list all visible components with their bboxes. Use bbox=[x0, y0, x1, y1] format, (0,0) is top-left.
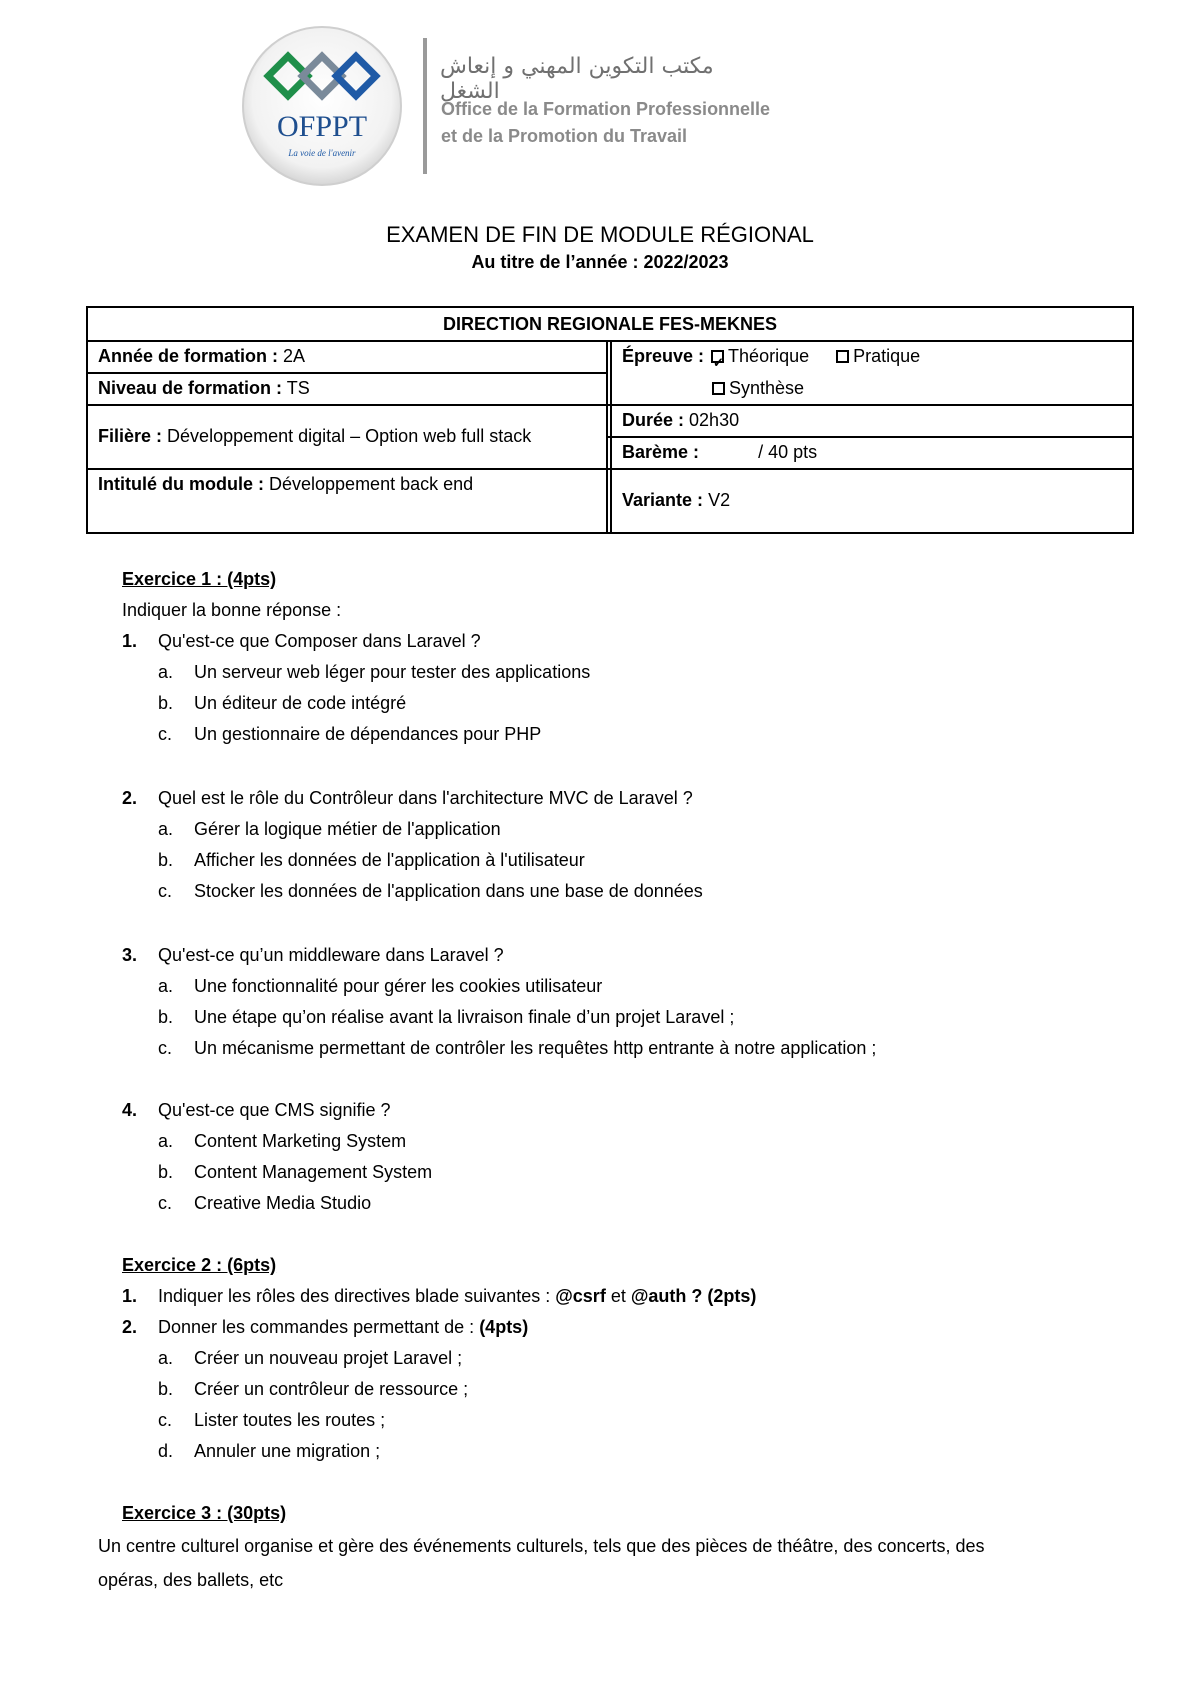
command-item bbox=[158, 1343, 462, 1374]
command-item bbox=[158, 1436, 380, 1467]
question-number: 4. bbox=[122, 1100, 138, 1120]
question bbox=[122, 940, 504, 971]
checkbox-checked-icon bbox=[711, 350, 724, 363]
variante-row bbox=[612, 468, 1132, 532]
checkbox-icon bbox=[836, 350, 849, 363]
option-letter: c. bbox=[158, 881, 173, 901]
question-text: Qu'est-ce que CMS signifie ? bbox=[158, 1100, 391, 1120]
exercise2-title bbox=[122, 1250, 276, 1281]
filiere-value: Développement digital – Option web full stack bbox=[167, 426, 532, 446]
exercise1-instruction: Indiquer la bonne réponse : bbox=[122, 600, 342, 620]
answer-option bbox=[158, 1033, 876, 1064]
epreuve-option-synthese[interactable] bbox=[712, 378, 804, 398]
command-item bbox=[158, 1405, 385, 1436]
answer-option bbox=[158, 719, 541, 750]
answer-option bbox=[158, 688, 406, 719]
ofppt-logo bbox=[240, 24, 405, 189]
option-letter: a. bbox=[158, 662, 174, 682]
question-text: Indiquer les rôles des directives blade suivantes : bbox=[158, 1286, 551, 1306]
exam-year: Au titre de l’année : 2022/2023 bbox=[471, 252, 729, 272]
exam-title: EXAMEN DE FIN DE MODULE RÉGIONAL bbox=[386, 222, 814, 247]
answer-option bbox=[158, 1157, 432, 1188]
answer-option bbox=[158, 657, 590, 688]
answer-option bbox=[158, 845, 585, 876]
question-number: 1. bbox=[122, 631, 138, 651]
epreuve-row bbox=[612, 340, 1132, 372]
option-text: Un mécanisme permettant de contrôler les requêtes http entrante à notre application ; bbox=[194, 1038, 877, 1058]
epreuve-option-label: Synthèse bbox=[729, 378, 805, 398]
filiere-row bbox=[88, 404, 606, 468]
option-text: Creative Media Studio bbox=[194, 1193, 372, 1213]
option-text: Un éditeur de code intégré bbox=[194, 693, 407, 713]
exercise2-question bbox=[122, 1281, 756, 1312]
question-number: 1. bbox=[122, 1286, 138, 1306]
question bbox=[122, 1095, 391, 1126]
question-keyword: @csrf bbox=[555, 1286, 606, 1306]
question-points: (4pts) bbox=[479, 1317, 529, 1337]
filiere-label: Filière : bbox=[98, 426, 163, 446]
epreuve-option-label: Pratique bbox=[853, 346, 921, 366]
paragraph-line: opéras, des ballets, etc bbox=[98, 1570, 284, 1590]
question bbox=[122, 626, 481, 657]
org-name-arabic: مكتب التكوين المهني و إنعاش الشغل bbox=[440, 54, 714, 104]
module-value: Développement back end bbox=[269, 474, 474, 494]
epreuve-option-theorique[interactable] bbox=[711, 346, 809, 366]
exercise3-title bbox=[122, 1498, 286, 1529]
exercise1-title-text: Exercice 1 : (4pts) bbox=[122, 569, 277, 589]
option-letter: b. bbox=[158, 1162, 174, 1182]
option-letter: c. bbox=[158, 1410, 173, 1430]
exercise2-question bbox=[122, 1312, 528, 1343]
option-text: Stocker les données de l'application dans une base de données bbox=[194, 881, 703, 901]
question-number: 2. bbox=[122, 788, 138, 808]
option-text: Un gestionnaire de dépendances pour PHP bbox=[194, 724, 542, 744]
logo-tagline: La voie de l'avenir bbox=[288, 148, 356, 158]
question-number: 3. bbox=[122, 945, 138, 965]
module-label: Intitulé du module : bbox=[98, 474, 264, 494]
org-name-french bbox=[441, 96, 770, 150]
option-letter: c. bbox=[158, 1038, 173, 1058]
org-name-line1: Office de la Formation Professionnelle bbox=[441, 99, 771, 119]
epreuve-option-pratique[interactable] bbox=[836, 346, 920, 366]
option-letter: d. bbox=[158, 1441, 174, 1461]
option-text: Lister toutes les routes ; bbox=[194, 1410, 386, 1430]
bareme-label: Barème : bbox=[622, 442, 700, 462]
answer-option bbox=[158, 971, 602, 1002]
answer-option bbox=[158, 876, 703, 907]
option-text: Un serveur web léger pour tester des applications bbox=[194, 662, 591, 682]
exercise2-title-text: Exercice 2 : (6pts) bbox=[122, 1255, 277, 1275]
org-name-line2: et de la Promotion du Travail bbox=[441, 126, 688, 146]
question bbox=[122, 783, 693, 814]
niveau-label: Niveau de formation : bbox=[98, 378, 283, 398]
option-letter: b. bbox=[158, 1007, 174, 1027]
option-text: Une étape qu’on réalise avant la livraison finale d’un projet Laravel ; bbox=[194, 1007, 735, 1027]
exercise3-paragraph bbox=[98, 1529, 1118, 1597]
option-letter: b. bbox=[158, 1379, 174, 1399]
answer-option bbox=[158, 814, 501, 845]
question-text: Quel est le rôle du Contrôleur dans l'architecture MVC de Laravel ? bbox=[158, 788, 693, 808]
variante-label: Variante : bbox=[622, 490, 704, 510]
epreuve-label: Épreuve : bbox=[622, 346, 705, 366]
option-text: Gérer la logique métier de l'application bbox=[194, 819, 501, 839]
option-text: Créer un nouveau projet Laravel ; bbox=[194, 1348, 463, 1368]
question-number: 2. bbox=[122, 1317, 138, 1337]
option-letter: a. bbox=[158, 1348, 174, 1368]
paragraph-line: Un centre culturel organise et gère des événements culturels, tels que des pièces de théâtre, des concerts, des bbox=[98, 1536, 985, 1556]
option-text: Content Management System bbox=[194, 1162, 433, 1182]
checkbox-icon bbox=[712, 382, 725, 395]
logo-text: OFPPT bbox=[276, 110, 368, 143]
answer-option bbox=[158, 1002, 734, 1033]
module-row bbox=[88, 468, 606, 532]
exam-info-table bbox=[86, 306, 1134, 534]
duree-value: 02h30 bbox=[689, 410, 740, 430]
answer-option bbox=[158, 1126, 406, 1157]
option-text: Content Marketing System bbox=[194, 1131, 407, 1151]
option-letter: b. bbox=[158, 850, 174, 870]
option-text: Afficher les données de l'application à l'utilisateur bbox=[194, 850, 585, 870]
direction-regionale: DIRECTION REGIONALE FES-MEKNES bbox=[442, 314, 778, 334]
command-item bbox=[158, 1374, 468, 1405]
option-text: Annuler une migration ; bbox=[194, 1441, 381, 1461]
option-text: Créer un contrôleur de ressource ; bbox=[194, 1379, 469, 1399]
question-text-mid: et bbox=[610, 1286, 626, 1306]
question-keyword: @auth ? (2pts) bbox=[630, 1286, 757, 1306]
option-letter: c. bbox=[158, 1193, 173, 1213]
epreuve-row-2 bbox=[612, 372, 1132, 404]
duree-label: Durée : bbox=[622, 410, 685, 430]
exercise1-title bbox=[122, 564, 276, 595]
option-letter: b. bbox=[158, 693, 174, 713]
annee-value: 2A bbox=[283, 346, 306, 366]
duree-row bbox=[612, 404, 1132, 436]
annee-label: Année de formation : bbox=[98, 346, 279, 366]
annee-row bbox=[88, 340, 606, 372]
exercise3-title-text: Exercice 3 : (30pts) bbox=[122, 1503, 287, 1523]
question-text: Donner les commandes permettant de : bbox=[158, 1317, 475, 1337]
answer-option bbox=[158, 1188, 371, 1219]
option-letter: a. bbox=[158, 819, 174, 839]
bareme-row bbox=[612, 436, 1132, 468]
option-text: Une fonctionnalité pour gérer les cookies utilisateur bbox=[194, 976, 603, 996]
question-text: Qu'est-ce que Composer dans Laravel ? bbox=[158, 631, 481, 651]
option-letter: a. bbox=[158, 976, 174, 996]
question-text: Qu'est-ce qu’un middleware dans Laravel ? bbox=[158, 945, 504, 965]
epreuve-option-label: Théorique bbox=[728, 346, 810, 366]
niveau-value: TS bbox=[286, 378, 310, 398]
niveau-row bbox=[88, 372, 606, 404]
variante-value: V2 bbox=[708, 490, 731, 510]
header-divider bbox=[423, 38, 427, 174]
bareme-value: / 40 pts bbox=[758, 442, 818, 462]
option-letter: c. bbox=[158, 724, 173, 744]
option-letter: a. bbox=[158, 1131, 174, 1151]
